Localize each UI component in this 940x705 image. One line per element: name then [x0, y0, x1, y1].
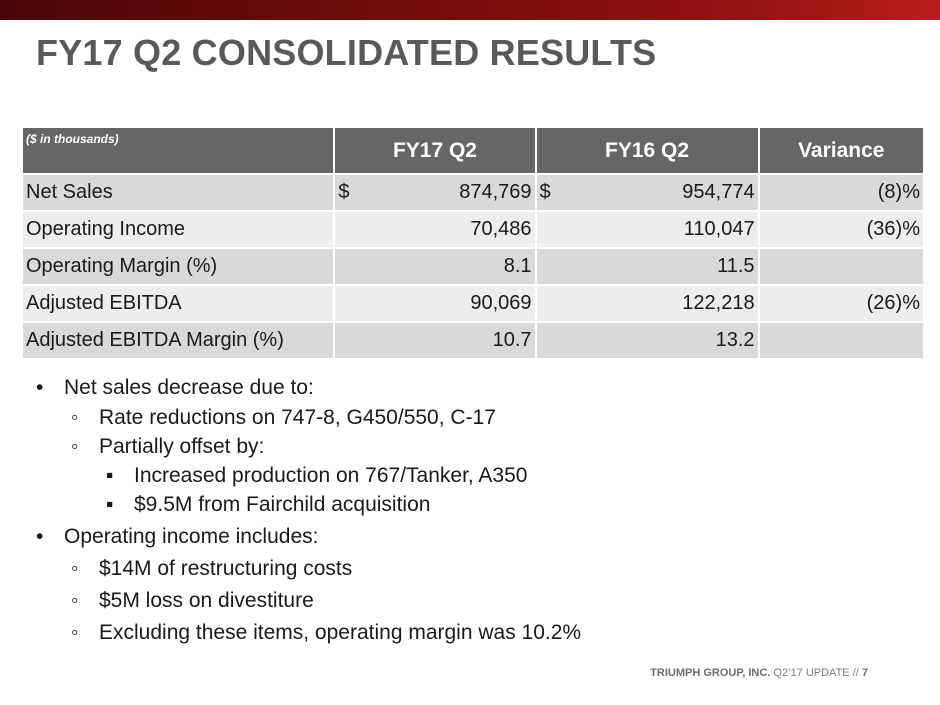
unit-label: ($ in thousands): [23, 128, 333, 173]
fy17-cell: [335, 286, 534, 321]
bullet-text: Net sales decrease due to:: [64, 376, 314, 399]
bullet-item: [71, 435, 265, 459]
fy16-value: 954,774: [682, 181, 755, 203]
table-row: [23, 212, 923, 247]
bullet-marker: ▪: [106, 493, 114, 516]
currency-symbol: $: [539, 181, 551, 203]
table-row: [23, 249, 923, 284]
bullet-item: [71, 589, 314, 613]
bullet-item: [71, 621, 582, 645]
table-header-row: [23, 128, 923, 173]
bullet-marker: ◦: [71, 621, 79, 644]
currency-symbol: $: [338, 181, 350, 203]
row-label: Operating Income: [23, 212, 333, 247]
bullet-marker: ◦: [71, 435, 79, 458]
table-row: [23, 286, 923, 321]
row-label: Adjusted EBITDA Margin (%): [23, 323, 333, 358]
page-title: FY17 Q2 CONSOLIDATED RESULTS: [36, 32, 657, 73]
top-accent-bar: [0, 0, 940, 20]
variance-value: [760, 323, 923, 358]
variance-value: (8)%: [760, 175, 923, 210]
bullet-item: [106, 464, 528, 488]
fy17-value: 8.1: [503, 255, 532, 277]
fy16-value: 110,047: [683, 218, 755, 240]
bullet-item: [106, 493, 431, 517]
bullet-text: $9.5M from Fairchild acquisition: [134, 493, 431, 516]
bullet-item: [71, 406, 496, 430]
bullet-marker: •: [36, 376, 44, 399]
fy16-value: 122,218: [682, 292, 755, 314]
fy17-cell: [335, 212, 534, 247]
bullet-item: [36, 525, 319, 549]
footer-update: Q2’17 UPDATE //: [773, 667, 859, 679]
fy17-cell: [335, 175, 534, 210]
fy16-value: 13.2: [715, 329, 755, 351]
table-row: [23, 175, 923, 210]
bullet-text: $5M loss on divestiture: [99, 589, 314, 612]
bullet-text: $14M of restructuring costs: [99, 557, 353, 580]
bullet-text: Rate reductions on 747-8, G450/550, C-17: [99, 406, 496, 429]
fy17-value: 874,769: [459, 181, 532, 203]
bullet-marker: ◦: [71, 406, 79, 429]
bullet-text: Operating income includes:: [64, 525, 319, 548]
fy17-cell: [335, 323, 534, 358]
row-label: Operating Margin (%): [23, 249, 333, 284]
column-header-fy17: FY17 Q2: [335, 128, 534, 173]
bullet-marker: ◦: [71, 557, 79, 580]
bullet-marker: •: [36, 525, 44, 548]
slide-footer: [650, 667, 868, 679]
bullet-text: Increased production on 767/Tanker, A350: [134, 464, 528, 487]
column-header-fy16: FY16 Q2: [537, 128, 758, 173]
variance-value: (26)%: [760, 286, 923, 321]
fy17-value: 90,069: [470, 292, 532, 314]
column-header-variance: Variance: [760, 128, 923, 173]
row-label: Net Sales: [23, 175, 333, 210]
table-row: [23, 323, 923, 358]
fy16-value: 11.5: [717, 255, 755, 277]
bullet-marker: ◦: [71, 589, 79, 612]
fy16-cell: [537, 249, 758, 284]
results-table: [21, 126, 925, 360]
footer-company: TRIUMPH GROUP, INC.: [650, 667, 771, 679]
fy17-cell: [335, 249, 534, 284]
fy16-cell: [537, 286, 758, 321]
fy16-cell: [537, 175, 758, 210]
fy17-value: 10.7: [492, 329, 532, 351]
fy16-cell: [537, 212, 758, 247]
page-number: 7: [861, 667, 868, 679]
variance-value: (36)%: [760, 212, 923, 247]
bullet-text: Partially offset by:: [99, 435, 265, 458]
bullet-item: [71, 557, 353, 581]
bullet-text: Excluding these items, operating margin was 10.2%: [99, 621, 582, 644]
fy17-value: 70,486: [470, 218, 532, 240]
row-label: Adjusted EBITDA: [23, 286, 333, 321]
bullet-item: [36, 376, 314, 400]
fy16-cell: [537, 323, 758, 358]
variance-value: [760, 249, 923, 284]
bullet-marker: ▪: [106, 464, 114, 487]
